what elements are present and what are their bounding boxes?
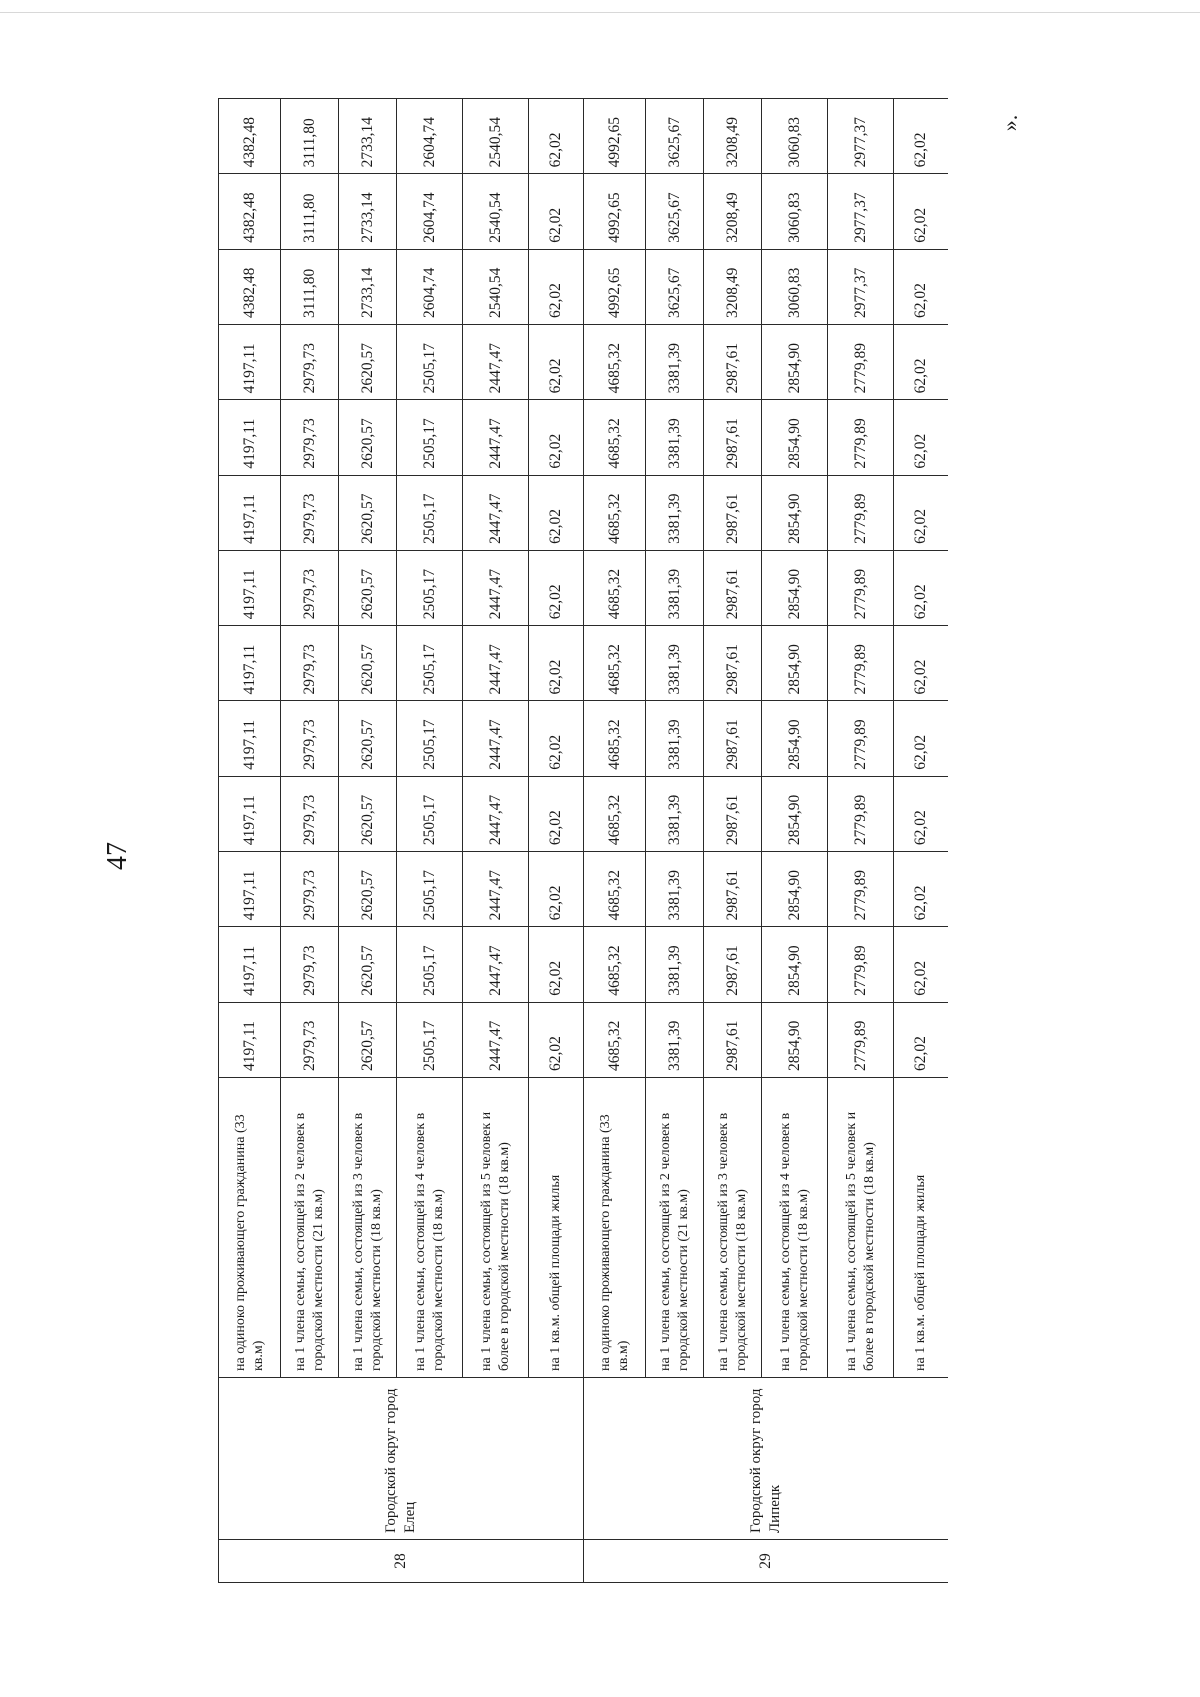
value-cell: 2540,54: [463, 174, 529, 249]
value-cell: 2505,17: [397, 852, 463, 927]
value-cell: 2987,61: [704, 626, 762, 701]
table-row: [397, 99, 463, 1583]
value-cell: 62,02: [529, 475, 584, 550]
value-cell: 3625,67: [646, 249, 704, 324]
table-row: [704, 99, 762, 1583]
value-cell: 2620,57: [339, 701, 397, 776]
category-label-cell: на 1 члена семьи, состоящей из 3 человек в городской местности (18 кв.м): [704, 1077, 762, 1377]
value-cell: 4685,32: [584, 701, 646, 776]
value-cell: 2987,61: [704, 400, 762, 475]
category-label-cell: на 1 кв.м. общей площади жилья: [529, 1077, 584, 1377]
category-label-cell: на 1 члена семьи, состоящей из 5 человек и более в городской местности (18 кв.м): [463, 1077, 529, 1377]
value-cell: 3111,80: [281, 174, 339, 249]
value-cell: 4685,32: [584, 475, 646, 550]
value-cell: 2733,14: [339, 99, 397, 174]
value-cell: 3381,39: [646, 927, 704, 1002]
table-row: [762, 99, 828, 1583]
value-cell: 2505,17: [397, 701, 463, 776]
value-cell: 62,02: [529, 776, 584, 851]
value-cell: 3381,39: [646, 475, 704, 550]
value-cell: 2854,90: [762, 1002, 828, 1077]
value-cell: 4685,32: [584, 852, 646, 927]
value-cell: 4685,32: [584, 1002, 646, 1077]
value-cell: 2979,73: [281, 852, 339, 927]
scan-top-edge: [0, 12, 1200, 13]
value-cell: 2854,90: [762, 325, 828, 400]
table-row: [281, 99, 339, 1583]
value-cell: 62,02: [529, 174, 584, 249]
value-cell: 2779,89: [828, 776, 894, 851]
value-cell: 2854,90: [762, 400, 828, 475]
value-cell: 2620,57: [339, 626, 397, 701]
value-cell: 2977,37: [828, 249, 894, 324]
value-cell: 2854,90: [762, 550, 828, 625]
value-cell: 3381,39: [646, 1002, 704, 1077]
value-cell: 2979,73: [281, 550, 339, 625]
value-cell: 2779,89: [828, 550, 894, 625]
value-cell: 2779,89: [828, 475, 894, 550]
value-cell: 2987,61: [704, 1002, 762, 1077]
value-cell: 2979,73: [281, 400, 339, 475]
value-cell: 2979,73: [281, 475, 339, 550]
value-cell: 3625,67: [646, 174, 704, 249]
value-cell: 2620,57: [339, 1002, 397, 1077]
value-cell: 2540,54: [463, 249, 529, 324]
value-cell: 4197,11: [219, 626, 281, 701]
table-row: [646, 99, 704, 1583]
value-cell: 4992,65: [584, 249, 646, 324]
table-row: [529, 99, 584, 1583]
category-label-cell: на 1 члена семьи, состоящей из 3 человек в городской местности (18 кв.м): [339, 1077, 397, 1377]
value-cell: 2505,17: [397, 475, 463, 550]
value-cell: 2620,57: [339, 776, 397, 851]
value-cell: 4197,11: [219, 701, 281, 776]
value-cell: 62,02: [894, 550, 949, 625]
value-cell: 62,02: [894, 701, 949, 776]
value-cell: 3381,39: [646, 400, 704, 475]
value-cell: 2447,47: [463, 550, 529, 625]
value-cell: 2854,90: [762, 927, 828, 1002]
value-cell: 2505,17: [397, 776, 463, 851]
value-cell: 62,02: [529, 701, 584, 776]
housing-cost-table: [218, 98, 948, 1583]
value-cell: 2987,61: [704, 550, 762, 625]
value-cell: 2447,47: [463, 475, 529, 550]
value-cell: 3060,83: [762, 99, 828, 174]
value-cell: 2733,14: [339, 174, 397, 249]
value-cell: 62,02: [894, 776, 949, 851]
value-cell: 2854,90: [762, 701, 828, 776]
value-cell: 2604,74: [397, 99, 463, 174]
value-cell: 3625,67: [646, 99, 704, 174]
category-label-cell: на 1 члена семьи, состоящей из 2 человек в городской местности (21 кв.м): [646, 1077, 704, 1377]
value-cell: 4685,32: [584, 626, 646, 701]
value-cell: 3381,39: [646, 325, 704, 400]
value-cell: 2779,89: [828, 852, 894, 927]
value-cell: 4197,11: [219, 852, 281, 927]
value-cell: 2979,73: [281, 626, 339, 701]
value-cell: 62,02: [894, 99, 949, 174]
value-cell: 2505,17: [397, 626, 463, 701]
value-cell: 4992,65: [584, 99, 646, 174]
value-cell: 4197,11: [219, 400, 281, 475]
value-cell: 62,02: [529, 927, 584, 1002]
value-cell: 62,02: [529, 325, 584, 400]
value-cell: 2979,73: [281, 325, 339, 400]
value-cell: 2620,57: [339, 400, 397, 475]
value-cell: 2505,17: [397, 1002, 463, 1077]
value-cell: 3381,39: [646, 852, 704, 927]
value-cell: 62,02: [894, 852, 949, 927]
value-cell: 2977,37: [828, 174, 894, 249]
value-cell: 2604,74: [397, 174, 463, 249]
value-cell: 2854,90: [762, 475, 828, 550]
value-cell: 2540,54: [463, 99, 529, 174]
table-row: [463, 99, 529, 1583]
value-cell: 4685,32: [584, 927, 646, 1002]
value-cell: 3381,39: [646, 701, 704, 776]
value-cell: 3381,39: [646, 550, 704, 625]
value-cell: 2505,17: [397, 400, 463, 475]
value-cell: 2987,61: [704, 852, 762, 927]
value-cell: 2447,47: [463, 776, 529, 851]
value-cell: 2779,89: [828, 701, 894, 776]
value-cell: 2977,37: [828, 99, 894, 174]
table-viewport: [218, 98, 948, 1583]
value-cell: 3060,83: [762, 249, 828, 324]
value-cell: 62,02: [894, 174, 949, 249]
value-cell: 4992,65: [584, 174, 646, 249]
value-cell: 2620,57: [339, 927, 397, 1002]
value-cell: 2447,47: [463, 626, 529, 701]
value-cell: 2447,47: [463, 701, 529, 776]
value-cell: 2505,17: [397, 927, 463, 1002]
value-cell: 62,02: [529, 400, 584, 475]
table-row: [828, 99, 894, 1583]
category-label-cell: на 1 члена семьи, состоящей из 2 человек в городской местности (21 кв.м): [281, 1077, 339, 1377]
category-label-cell: на одиноко проживающего гражданина (33 кв.м): [584, 1077, 646, 1377]
value-cell: 62,02: [894, 475, 949, 550]
value-cell: 62,02: [894, 1002, 949, 1077]
value-cell: 2987,61: [704, 701, 762, 776]
value-cell: 2447,47: [463, 325, 529, 400]
value-cell: 2979,73: [281, 776, 339, 851]
category-label-cell: на 1 члена семьи, состоящей из 5 человек и более в городской местности (18 кв.м): [828, 1077, 894, 1377]
value-cell: 3208,49: [704, 249, 762, 324]
value-cell: 3208,49: [704, 174, 762, 249]
value-cell: 62,02: [894, 249, 949, 324]
value-cell: 4382,48: [219, 174, 281, 249]
value-cell: 4685,32: [584, 550, 646, 625]
value-cell: 2987,61: [704, 927, 762, 1002]
value-cell: 4197,11: [219, 1002, 281, 1077]
value-cell: 3381,39: [646, 776, 704, 851]
value-cell: 2779,89: [828, 325, 894, 400]
value-cell: 62,02: [894, 927, 949, 1002]
value-cell: 2447,47: [463, 852, 529, 927]
value-cell: 62,02: [894, 626, 949, 701]
value-cell: 4197,11: [219, 927, 281, 1002]
value-cell: 2447,47: [463, 1002, 529, 1077]
value-cell: 3060,83: [762, 174, 828, 249]
value-cell: 62,02: [529, 852, 584, 927]
value-cell: 2979,73: [281, 927, 339, 1002]
category-label-cell: на 1 члена семьи, состоящей из 4 человек в городской местности (18 кв.м): [397, 1077, 463, 1377]
category-label-cell: на 1 кв.м. общей площади жилья: [894, 1077, 949, 1377]
value-cell: 3111,80: [281, 99, 339, 174]
value-cell: 4197,11: [219, 776, 281, 851]
value-cell: 62,02: [529, 626, 584, 701]
value-cell: 4197,11: [219, 475, 281, 550]
value-cell: 2505,17: [397, 325, 463, 400]
value-cell: 2620,57: [339, 550, 397, 625]
table-row: [894, 99, 949, 1583]
value-cell: 2779,89: [828, 1002, 894, 1077]
value-cell: 2620,57: [339, 475, 397, 550]
value-cell: 2779,89: [828, 927, 894, 1002]
value-cell: 3208,49: [704, 99, 762, 174]
value-cell: 2447,47: [463, 927, 529, 1002]
value-cell: 4685,32: [584, 325, 646, 400]
page-number: 47: [102, 842, 133, 870]
value-cell: 2987,61: [704, 325, 762, 400]
value-cell: 4685,32: [584, 776, 646, 851]
table-row: [339, 99, 397, 1583]
value-cell: 2987,61: [704, 475, 762, 550]
district-name-cell: Городской округ город Липецк: [584, 1378, 949, 1540]
closing-quote-mark: ».: [997, 114, 1022, 132]
value-cell: 2779,89: [828, 400, 894, 475]
district-name-cell: Городской округ город Елец: [219, 1378, 584, 1540]
row-number-cell: 29: [584, 1540, 949, 1583]
value-cell: 62,02: [529, 249, 584, 324]
value-cell: 2620,57: [339, 852, 397, 927]
value-cell: 2779,89: [828, 626, 894, 701]
value-cell: 62,02: [894, 400, 949, 475]
value-cell: 62,02: [529, 550, 584, 625]
table-row: [584, 99, 646, 1583]
value-cell: 2620,57: [339, 325, 397, 400]
value-cell: 2854,90: [762, 776, 828, 851]
row-number-cell: 28: [219, 1540, 584, 1583]
table-row: [219, 99, 281, 1583]
value-cell: 2854,90: [762, 852, 828, 927]
value-cell: 2733,14: [339, 249, 397, 324]
value-cell: 62,02: [529, 99, 584, 174]
value-cell: 4382,48: [219, 249, 281, 324]
value-cell: 62,02: [894, 325, 949, 400]
value-cell: 3111,80: [281, 249, 339, 324]
category-label-cell: на 1 члена семьи, состоящей из 4 человек в городской местности (18 кв.м): [762, 1077, 828, 1377]
value-cell: 4382,48: [219, 99, 281, 174]
value-cell: 2987,61: [704, 776, 762, 851]
value-cell: 2604,74: [397, 249, 463, 324]
value-cell: 4197,11: [219, 325, 281, 400]
category-label-cell: на одиноко проживающего гражданина (33 кв.м): [219, 1077, 281, 1377]
value-cell: 2505,17: [397, 550, 463, 625]
value-cell: 4197,11: [219, 550, 281, 625]
value-cell: 2854,90: [762, 626, 828, 701]
value-cell: 2979,73: [281, 1002, 339, 1077]
value-cell: 2447,47: [463, 400, 529, 475]
value-cell: 62,02: [529, 1002, 584, 1077]
value-cell: 2979,73: [281, 701, 339, 776]
value-cell: 4685,32: [584, 400, 646, 475]
table-body: [219, 99, 949, 1583]
value-cell: 3381,39: [646, 626, 704, 701]
